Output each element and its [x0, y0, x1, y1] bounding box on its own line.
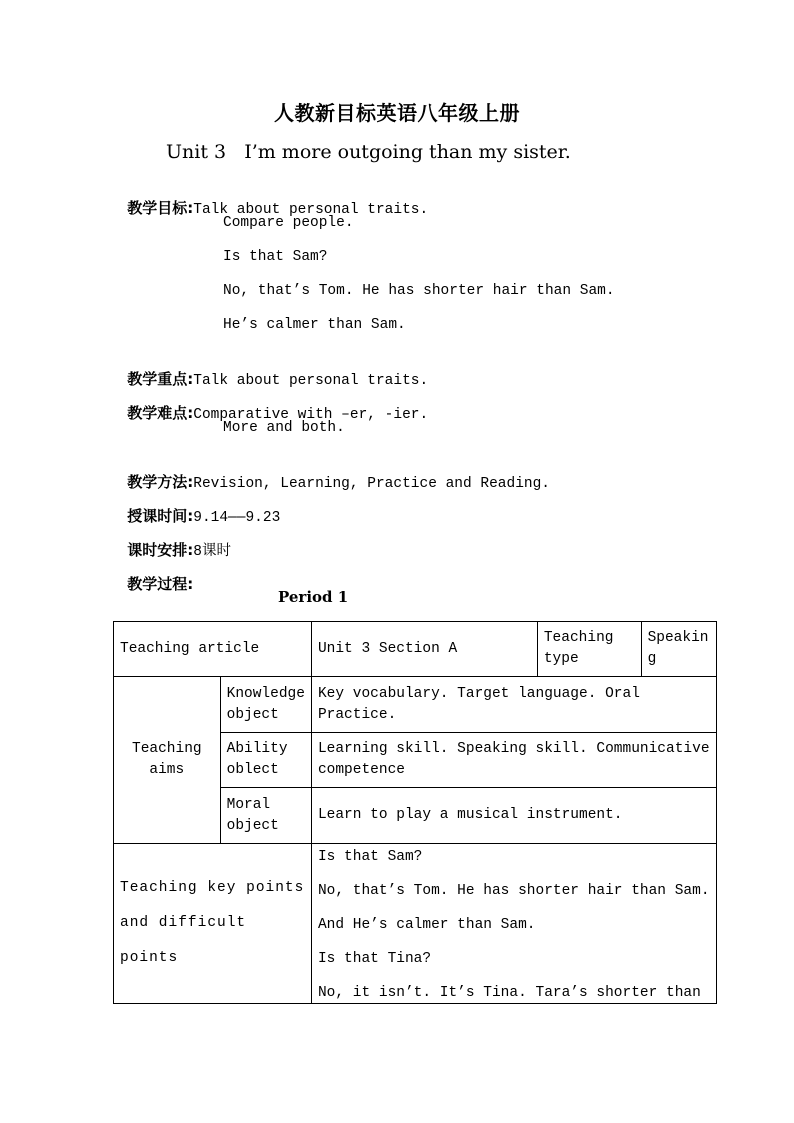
difficult-point-value: Comparative with –er, -ier.: [193, 407, 429, 423]
method-label: 教学方法:: [127, 473, 194, 491]
key-point-label: 教学重点:: [127, 370, 194, 388]
lesson-plan-table: [113, 621, 717, 1004]
key-point-line: Is that Tina?: [317, 951, 432, 967]
objectives-label: 教学目标:: [127, 199, 194, 217]
difficult-point-value: More and both.: [223, 420, 345, 436]
objective-item: He’s calmer than Sam.: [223, 317, 406, 333]
document-title: 人教新目标英语八年级上册: [274, 101, 520, 125]
period-label: Period 1: [278, 588, 349, 606]
teaching-type-label: Teaching type: [537, 622, 641, 677]
difficult-point-label: 教学难点:: [127, 404, 194, 422]
teaching-article-label: Teaching article: [114, 622, 312, 677]
method-value: Revision, Learning, Practice and Reading.: [193, 476, 551, 492]
schedule-label: 课时安排:: [127, 541, 194, 559]
teaching-aims-label: Teaching aims: [114, 677, 221, 844]
table-row: [114, 677, 717, 733]
ability-label: Ability oblect: [220, 733, 311, 788]
ability-value: Learning skill. Speaking skill. Communicative competence: [311, 733, 716, 788]
schedule-value: 8课时: [193, 544, 231, 560]
moral-label: Moral object: [220, 788, 311, 844]
key-point-line: And He’s calmer than Sam.: [317, 917, 536, 933]
knowledge-label: Knowledge object: [220, 677, 311, 733]
time-value: 9.14——9.23: [193, 510, 281, 526]
process-row: [120, 554, 193, 595]
table-row: [114, 844, 717, 1004]
unit-title: Unit 3 I’m more outgoing than my sister.: [166, 141, 571, 163]
table-row: [114, 622, 717, 677]
moral-value: Learn to play a musical instrument.: [311, 788, 716, 844]
teaching-type-value: Speaking: [641, 622, 716, 677]
key-point-value: Talk about personal traits.: [193, 373, 429, 389]
objective-item: Compare people.: [223, 215, 354, 231]
key-point-line: Is that Sam?: [317, 849, 423, 865]
objective-item: No, that’s Tom. He has shorter hair than Sam.: [223, 283, 615, 299]
key-points-content: [311, 844, 716, 1004]
key-points-label: Teaching key points and difficult points: [114, 844, 312, 1004]
objective-item: Talk about personal traits.: [193, 202, 429, 218]
objective-item: Is that Sam?: [223, 249, 328, 265]
time-label: 授课时间:: [127, 507, 194, 525]
process-label: 教学过程:: [127, 575, 194, 593]
knowledge-value: Key vocabulary. Target language. Oral Practice.: [311, 677, 716, 733]
teaching-article-value: Unit 3 Section A: [311, 622, 537, 677]
key-point-line: No, it isn’t. It’s Tina. Tara’s shorter than: [317, 985, 701, 1001]
key-point-line: No, that’s Tom. He has shorter hair than Sam.: [317, 883, 710, 899]
